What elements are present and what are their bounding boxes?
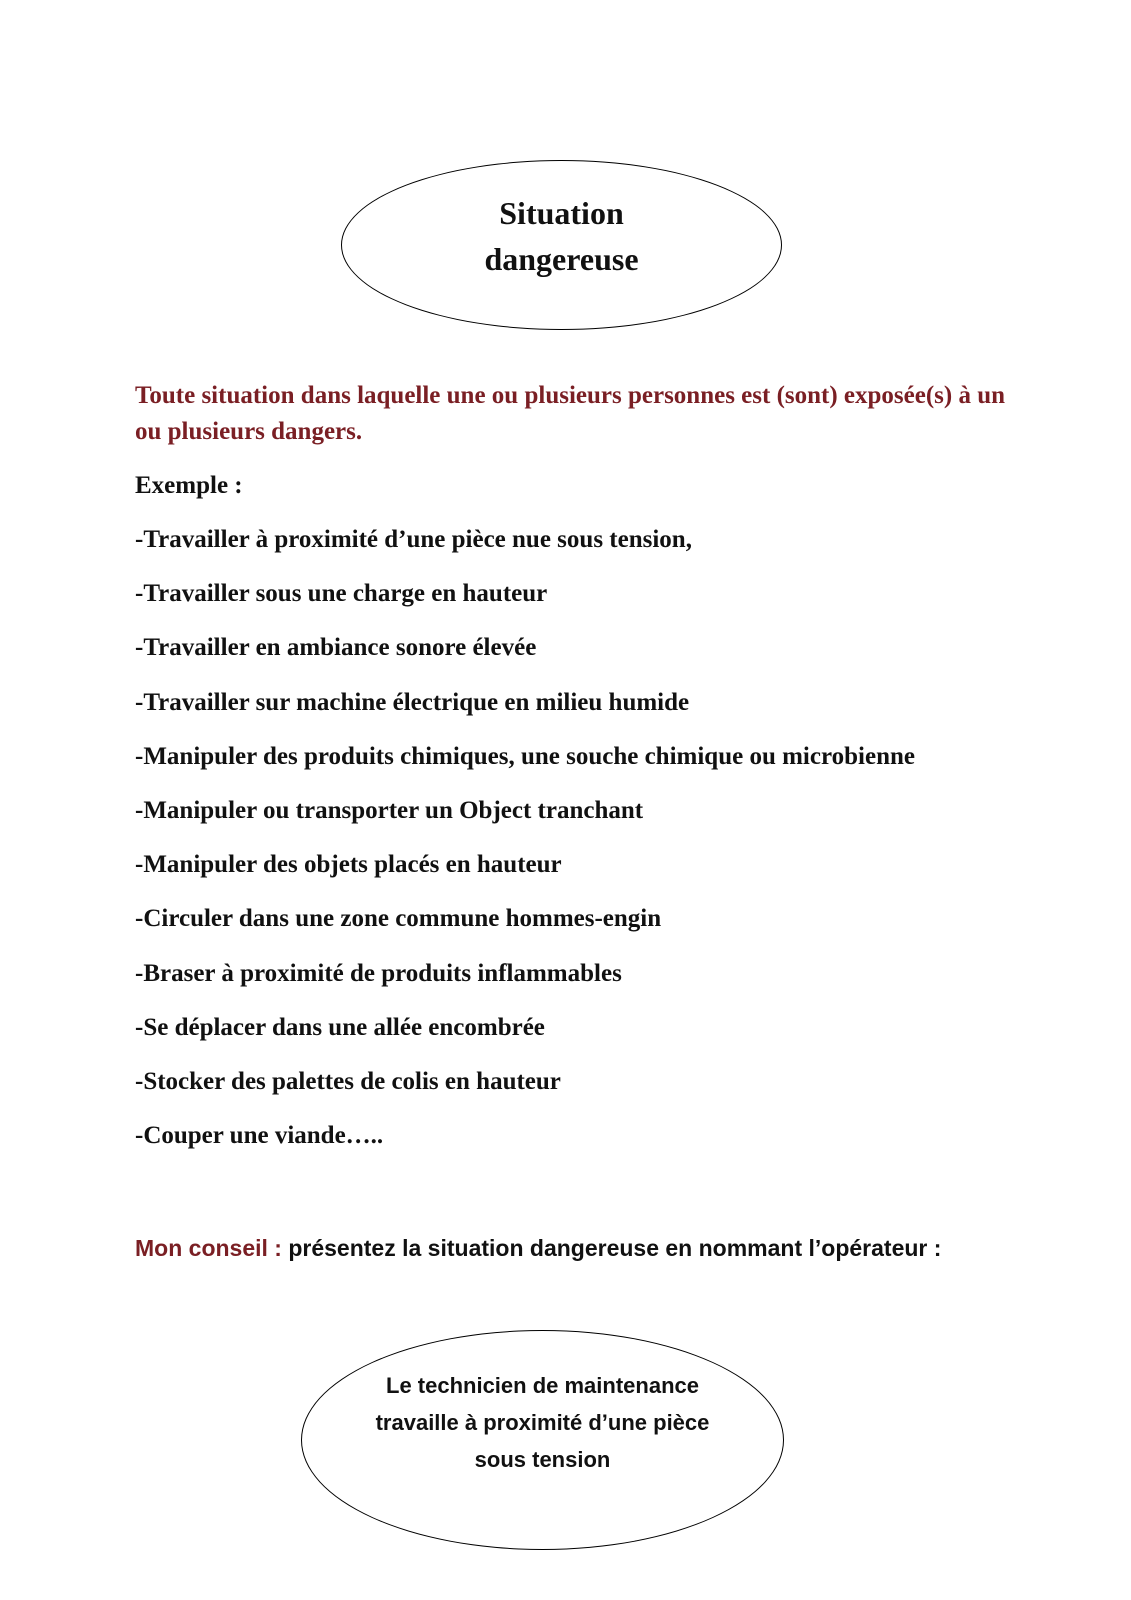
page-title <box>341 190 782 282</box>
example-box-text: Le technicien de maintenance travaille à proximité d’une pièce sous tension <box>375 1373 710 1472</box>
list-item: -Manipuler des objets placés en hauteur <box>135 851 562 879</box>
advice-paragraph <box>135 1232 941 1264</box>
list-item: -Couper une viande….. <box>135 1122 384 1150</box>
list-item: -Circuler dans une zone commune hommes-engin <box>135 905 662 933</box>
examples-list <box>135 524 915 1174</box>
list-item: -Travailler à proximité d’une pièce nue sous tension, <box>135 526 692 553</box>
list-item: -Travailler sur machine électrique en milieu humide <box>135 688 690 716</box>
definition-text: Toute situation dans laquelle une ou plusieurs personnes est (sont) exposée(s) à un ou plusieurs dangers. <box>135 382 1006 445</box>
list-item: -Manipuler ou transporter un Object tranchant <box>135 796 644 824</box>
list-item: -Braser à proximité de produits inflammables <box>135 959 622 987</box>
advice-text: présentez la situation dangereuse en nommant l’opérateur : <box>281 1235 942 1261</box>
title-line-2: dangereuse <box>484 241 639 277</box>
list-item: -Travailler sous une charge en hauteur <box>135 580 548 608</box>
list-item: -Stocker des palettes de colis en hauteur <box>135 1067 561 1095</box>
list-item: -Manipuler des produits chimiques, une souche chimique ou microbienne <box>135 742 915 770</box>
title-line-1: Situation <box>499 195 624 231</box>
list-item: -Travailler en ambiance sonore élevée <box>135 634 537 662</box>
example-heading: Exemple : <box>135 472 243 499</box>
list-item: -Se déplacer dans une allée encombrée <box>135 1013 545 1041</box>
advice-label: Mon conseil : <box>135 1235 282 1261</box>
